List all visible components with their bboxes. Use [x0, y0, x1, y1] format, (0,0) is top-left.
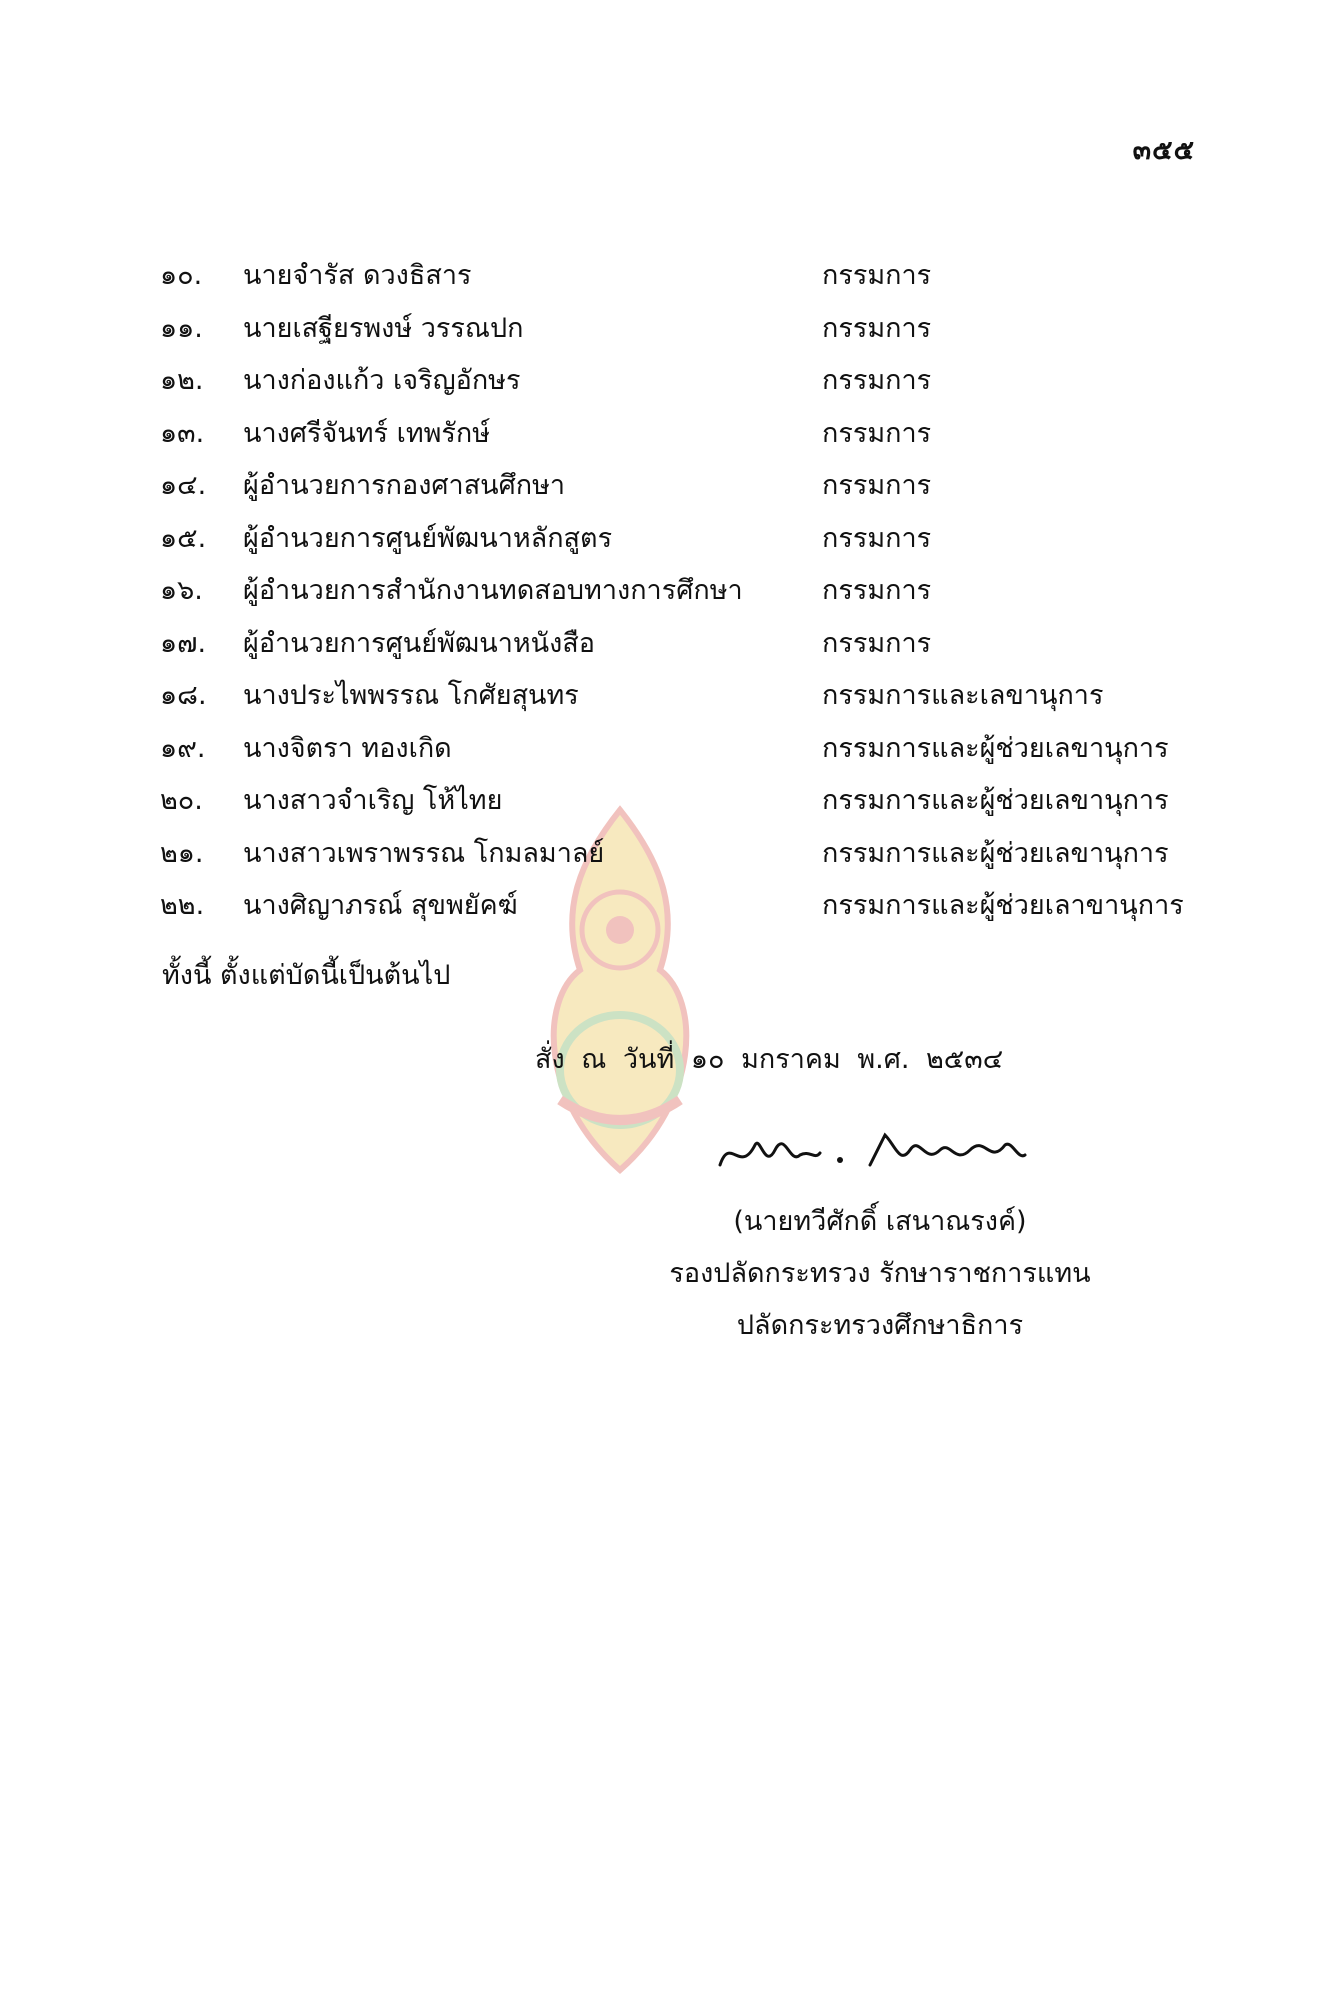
- member-name: นายจำรัส ดวงธิสาร: [243, 260, 472, 291]
- list-item: [160, 519, 1220, 572]
- member-number: ๒๒.: [160, 890, 205, 921]
- list-item: [160, 256, 1220, 309]
- member-role: กรรมการ: [822, 470, 932, 501]
- signer-position: รองปลัดกระทรวง รักษาราชการแทน: [669, 1258, 1091, 1289]
- member-list: [160, 256, 1220, 939]
- member-role: กรรมการและผู้ช่วยเลาขานุการ: [822, 890, 1184, 921]
- member-number: ๑๙.: [160, 732, 206, 764]
- handwritten-signature: [700, 1105, 1060, 1195]
- member-name: นางจิตรา ทองเกิด: [243, 732, 452, 764]
- member-number: ๑๘.: [160, 680, 207, 711]
- member-role: กรรมการและผู้ช่วยเลขานุการ: [822, 785, 1169, 816]
- member-number: ๑๒.: [160, 365, 204, 396]
- member-role: กรรมการ: [822, 627, 932, 659]
- member-number: ๑๕.: [160, 522, 207, 554]
- list-item: [160, 834, 1220, 887]
- member-number: ๑๗.: [160, 627, 207, 659]
- member-number: ๑๖.: [160, 575, 203, 606]
- member-name: ผู้อำนวยการศูนย์พัฒนาหนังสือ: [243, 627, 596, 659]
- member-role: กรรมการ: [822, 365, 932, 396]
- list-item: [160, 309, 1220, 362]
- list-item: [160, 571, 1220, 624]
- member-name: นางศิญาภรณ์ สุขพยัคฆ์: [243, 890, 518, 921]
- page-number: ๓๕๕: [1132, 135, 1195, 166]
- order-date: สั่ง ณ วันที่ ๑๐ มกราคม พ.ศ. ๒๕๓๔: [535, 1044, 1004, 1075]
- list-item: [160, 361, 1220, 414]
- member-number: ๑๑.: [160, 312, 203, 344]
- member-role: กรรมการและเลขานุการ: [822, 680, 1104, 711]
- member-role: กรรมการ: [822, 417, 932, 449]
- member-name: นางสาวเพราพรรณ โกมลมาลย์: [243, 837, 605, 869]
- member-role: กรรมการ: [822, 575, 932, 606]
- member-name: นางประไพพรรณ โกศัยสุนทร: [243, 680, 579, 711]
- signer-name: (นายทวีศักดิ์ เสนาณรงค์): [733, 1206, 1027, 1237]
- member-name: นางสาวจำเริญ โห้ไทย: [243, 785, 503, 816]
- member-role: กรรมการ: [822, 312, 932, 344]
- member-role: กรรมการ: [822, 522, 932, 554]
- member-name: นายเสฐียรพงษ์ วรรณปก: [243, 312, 524, 344]
- signer-block: [600, 1196, 1160, 1352]
- member-name: ผู้อำนวยการศูนย์พัฒนาหลักสูตร: [243, 522, 613, 554]
- member-name: ผู้อำนวยการกองศาสนศึกษา: [243, 470, 566, 501]
- member-role: กรรมการ: [822, 260, 932, 291]
- member-role: กรรมการและผู้ช่วยเลขานุการ: [822, 732, 1169, 764]
- member-number: ๒๑.: [160, 837, 204, 869]
- member-name: ผู้อำนวยการสำนักงานทดสอบทางการศึกษา: [243, 575, 743, 606]
- member-role: กรรมการและผู้ช่วยเลขานุการ: [822, 837, 1169, 869]
- member-number: ๑๓.: [160, 417, 205, 449]
- list-item: [160, 781, 1220, 834]
- member-number: ๒๐.: [160, 785, 203, 816]
- list-item: [160, 466, 1220, 519]
- list-item: [160, 414, 1220, 467]
- list-item: [160, 624, 1220, 677]
- effective-statement: ทั้งนี้ ตั้งแต่บัดนี้เป็นต้นไป: [162, 960, 451, 991]
- member-number: ๑๐.: [160, 260, 203, 291]
- member-name: นางศรีจันทร์ เทพรักษ์: [243, 417, 491, 449]
- signer-position-title: ปลัดกระทรวงศึกษาธิการ: [736, 1310, 1024, 1341]
- member-number: ๑๔.: [160, 470, 207, 501]
- list-item: [160, 676, 1220, 729]
- member-name: นางก่องแก้ว เจริญอักษร: [243, 365, 521, 396]
- list-item: [160, 729, 1220, 782]
- list-item: [160, 886, 1220, 939]
